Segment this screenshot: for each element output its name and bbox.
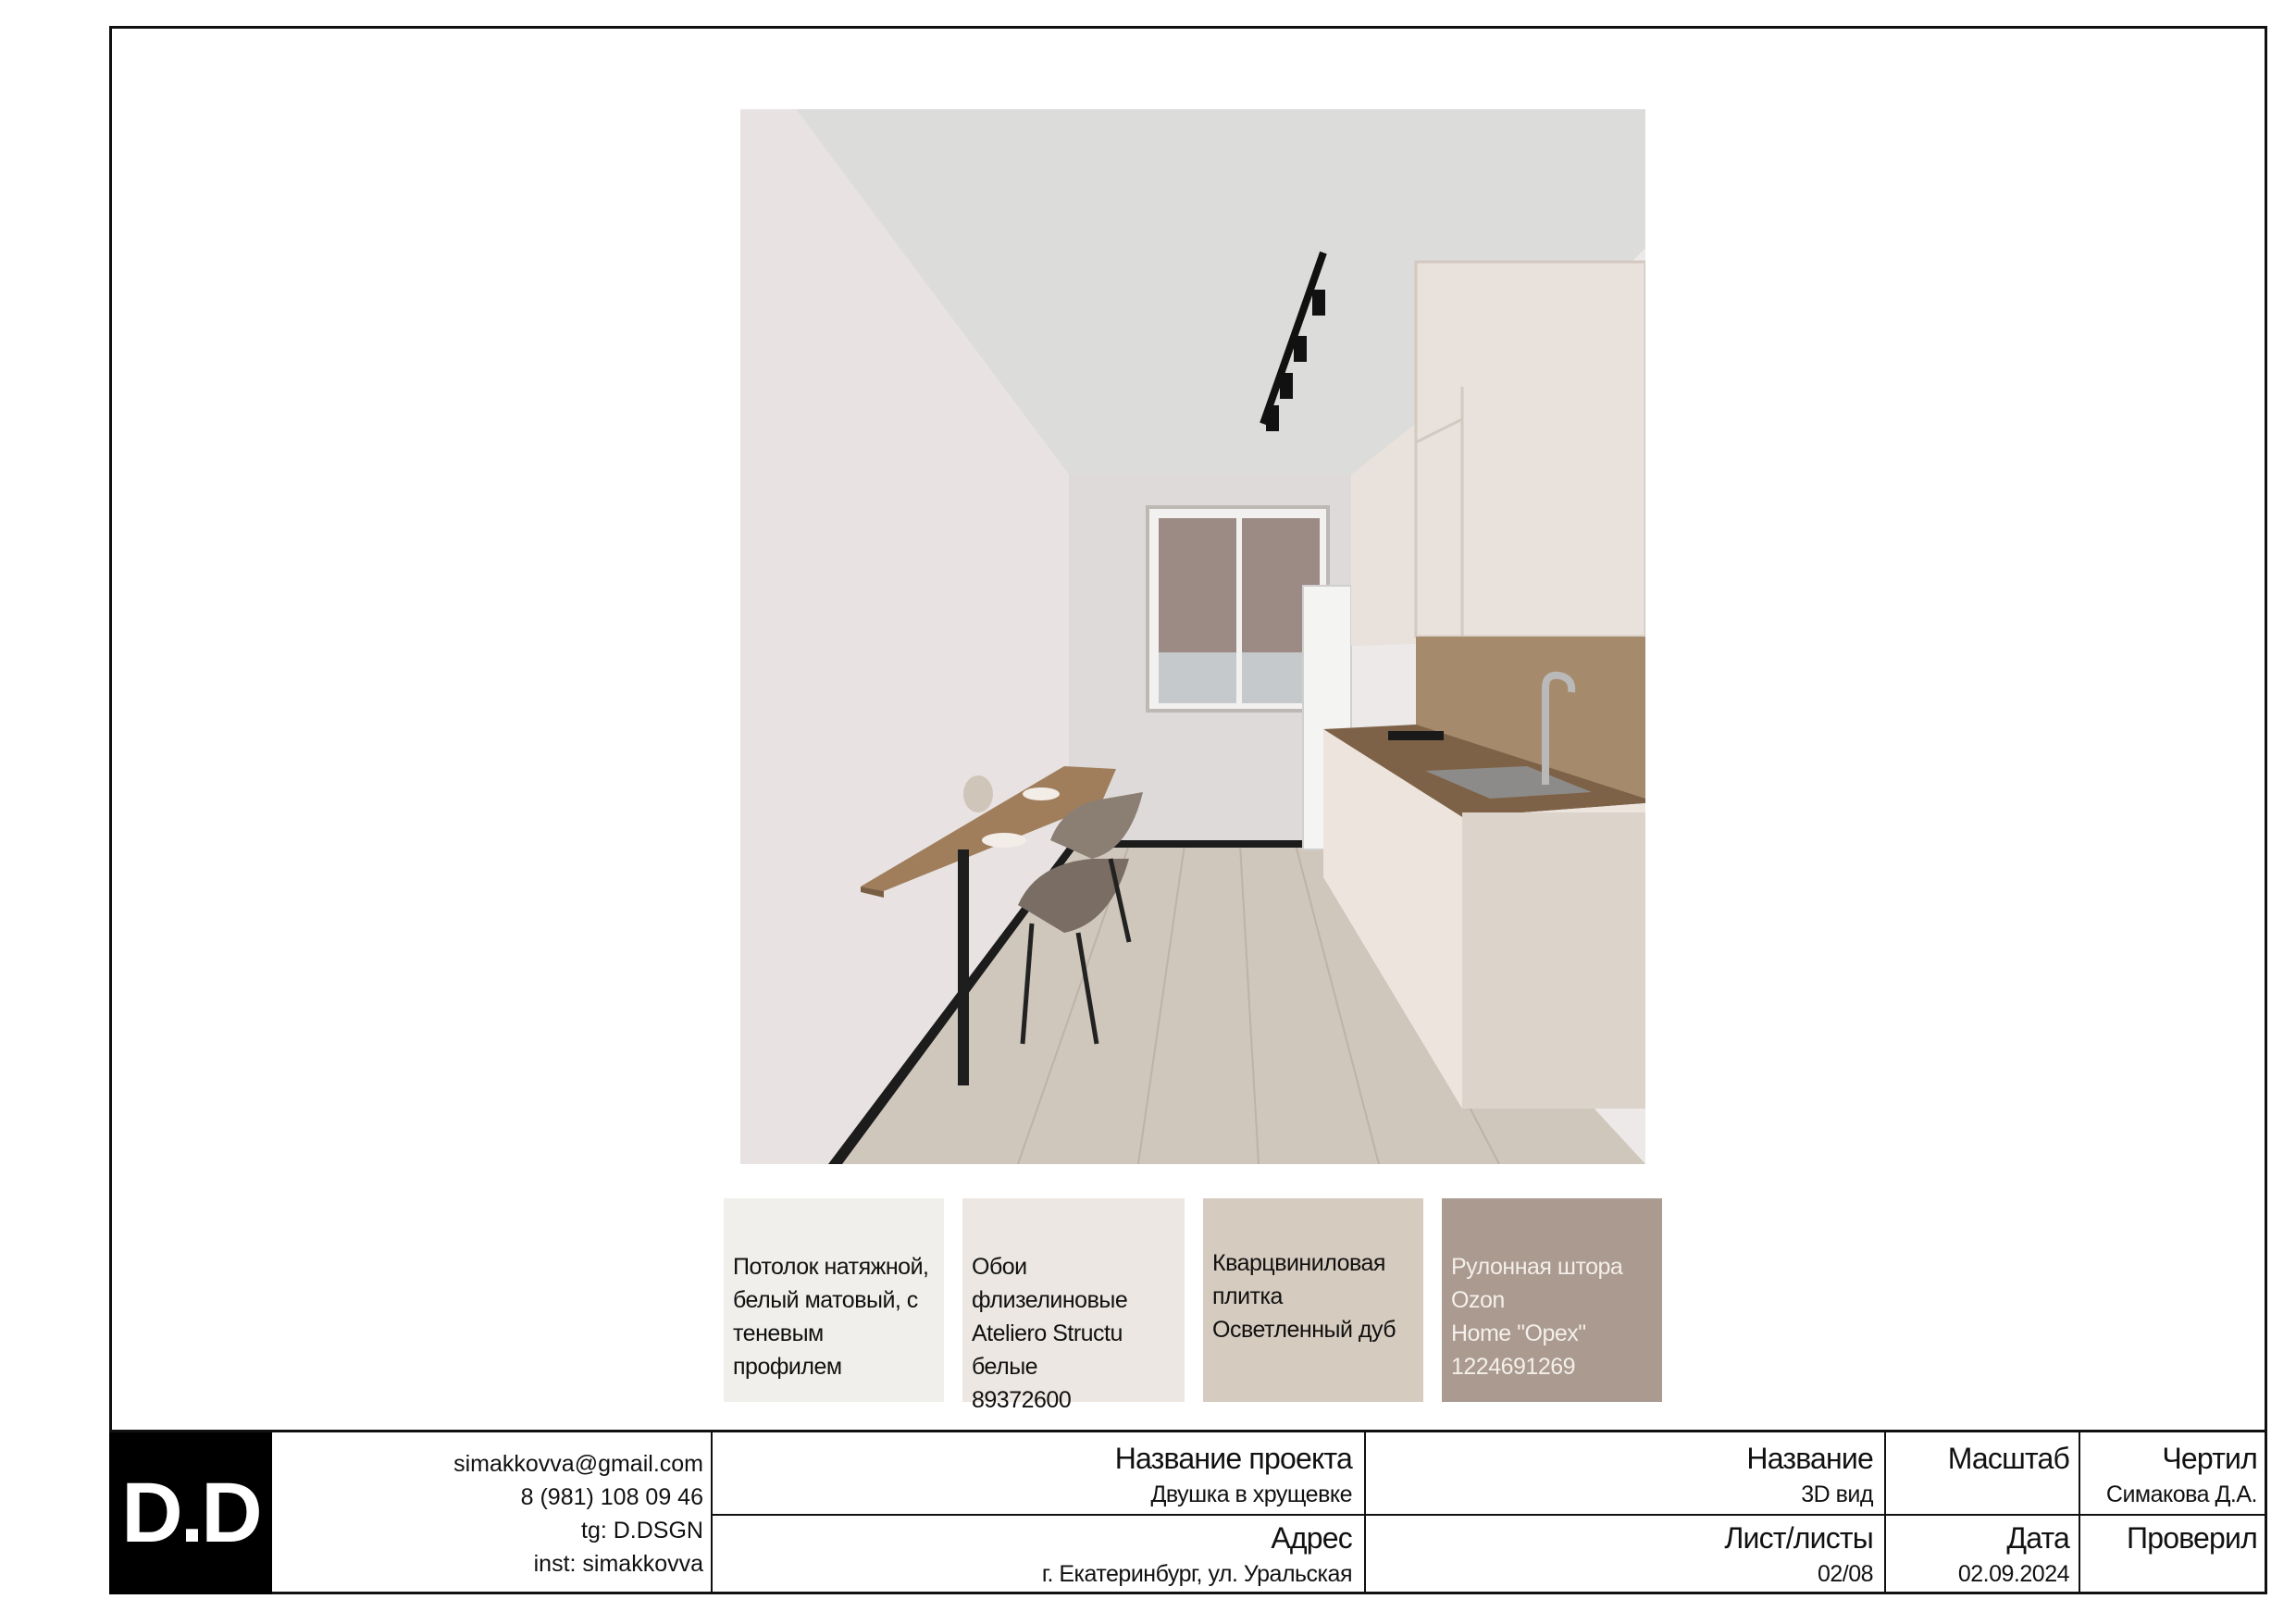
contact-instagram: inst: simakkovva <box>533 1551 703 1577</box>
project-name-label: Название проекта <box>1114 1442 1352 1475</box>
drawn-by-value: Симакова Д.А. <box>2105 1481 2257 1507</box>
date-value: 02.09.2024 <box>1957 1561 2069 1587</box>
studio-logo: D.D <box>109 1432 272 1594</box>
checked-by-label: Проверил <box>2127 1521 2257 1555</box>
contact-telegram: tg: D.DSGN <box>581 1518 703 1543</box>
material-caption: Потолок натяжной, белый матовый, с теневым профилем <box>733 1254 929 1380</box>
scale-label: Масштаб <box>1947 1442 2069 1475</box>
material-swatch-ceiling <box>724 1198 944 1402</box>
sheet-name-cell <box>1364 1442 1873 1508</box>
drawn-by-cell <box>2079 1442 2257 1508</box>
drawn-by-label: Чертил <box>2162 1442 2257 1475</box>
title-block <box>109 1430 2267 1594</box>
material-caption: Обои флизелиновые Ateliero Structu белые 89372600 <box>972 1254 1128 1413</box>
scale-cell <box>1884 1442 2069 1476</box>
date-cell <box>1884 1521 2069 1588</box>
material-swatch-roller-blind <box>1442 1198 1662 1402</box>
material-swatch-wallpaper <box>962 1198 1185 1413</box>
material-swatch-flooring <box>1203 1198 1423 1402</box>
checked-by-cell <box>2079 1521 2257 1556</box>
address-value: г. Екатеринбург, ул. Уральская <box>1041 1561 1352 1587</box>
sheet-name-value: 3D вид <box>1801 1481 1873 1507</box>
address-cell <box>711 1521 1352 1588</box>
divider <box>711 1514 2267 1516</box>
address-label: Адрес <box>1271 1521 1352 1555</box>
material-caption: Кварцвиниловая плитка Осветленный дуб <box>1212 1250 1396 1343</box>
project-name-cell <box>711 1442 1352 1508</box>
material-caption: Рулонная штора Ozon Home "Opex" 1224691269 <box>1451 1254 1623 1380</box>
project-name-value: Двушка в хрущевке <box>1150 1481 1352 1507</box>
contact-phone: 8 (981) 108 09 46 <box>520 1484 703 1510</box>
sheet-number-value: 02/08 <box>1817 1561 1873 1587</box>
date-label: Дата <box>2006 1521 2069 1555</box>
kitchen-3d-render <box>740 109 1645 1164</box>
sheet-name-label: Название <box>1746 1442 1873 1475</box>
sheet-number-cell <box>1364 1521 1873 1588</box>
contact-info <box>272 1432 713 1594</box>
contact-email: simakkovva@gmail.com <box>453 1451 703 1477</box>
sheet-number-label: Лист/листы <box>1724 1521 1873 1555</box>
